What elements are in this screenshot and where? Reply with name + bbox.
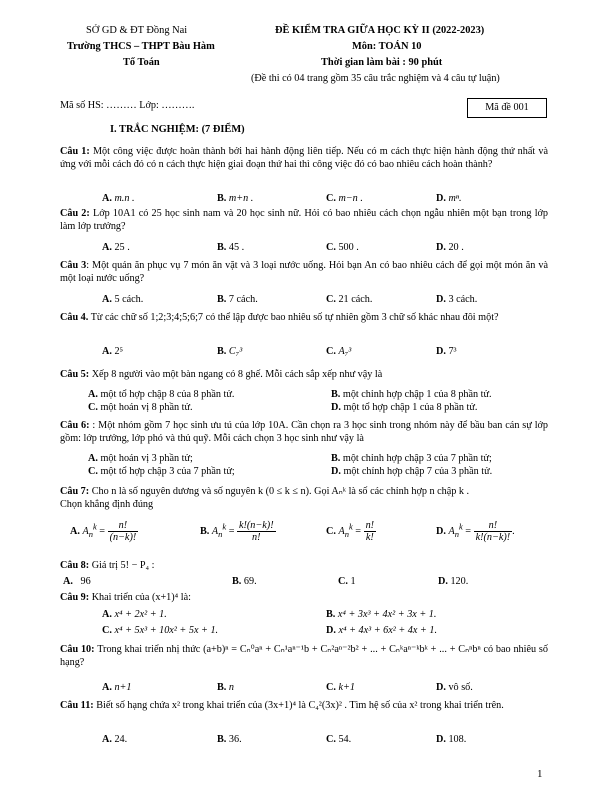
option-letter: A. <box>102 193 112 204</box>
options-7 <box>60 518 550 550</box>
school-name: Trường THCS – THPT Bàu Hàm <box>67 41 215 52</box>
question-label: Câu 10: <box>60 644 95 655</box>
options-5a <box>60 388 550 401</box>
group-name: Tổ Toán <box>123 57 160 68</box>
question-text: : Một nhóm gồm 7 học sinh ưu tú của lớp 10A. Cần chọn ra 3 học sinh trong nhóm này để bầu ban cán sự lớp gồm: lớp trưởng, lớp phó và thủ quỹ. Mỗi cách chọn 3 học sinh như vậy là <box>60 420 549 444</box>
question-text: Một công việc được hoàn thành bởi hai hành động liên tiếp. Nếu có m cách thực hiện hành động thứ nhất và ứng với mỗi cách đó có n cách thực hiện giai đoạn thứ hai thì công việc đó có bao nhiêu cách hoàn thành? <box>60 146 548 170</box>
option-a[interactable]: m.n . <box>114 193 135 204</box>
option-b[interactable]: 7 cách. <box>228 294 258 305</box>
option-c[interactable]: một hoán vị 8 phần tử. <box>100 402 193 413</box>
question-label: Câu 2: <box>60 208 90 219</box>
option-c[interactable]: 500 . <box>338 242 359 253</box>
option-letter: A. <box>102 682 112 693</box>
question-label: Câu 9: <box>60 592 90 603</box>
exam-note: (Đề thi có 04 trang gồm 35 câu trắc nghiệm và 4 câu tự luận) <box>251 73 500 84</box>
question-text-2: Chọn khẳng định đúng <box>60 498 154 510</box>
option-a[interactable]: 2⁵ <box>114 346 124 357</box>
question-label: Câu 8: <box>60 560 90 571</box>
option-letter: C. <box>102 625 112 636</box>
option-d[interactable]: 20 . <box>448 242 464 253</box>
option-letter: C. <box>326 682 336 693</box>
option-letter: C. <box>326 294 336 305</box>
question-8 <box>60 560 548 573</box>
question-6 <box>60 420 548 445</box>
option-a[interactable]: 24. <box>114 734 128 745</box>
options-6b <box>60 465 550 478</box>
exam-subject: Môn: TOÁN 10 <box>352 41 422 52</box>
options-9b <box>60 624 550 637</box>
option-letter: B. <box>217 682 227 693</box>
options-1 <box>60 192 550 205</box>
options-9a <box>60 608 550 621</box>
question-text: Cho n là số nguyên dương và số nguyên k (0 ≤ k ≤ n). Gọi Aₙᵏ là số các chỉnh hợp n chập k . <box>91 486 470 497</box>
option-d[interactable]: 7³ <box>448 346 457 357</box>
options-2 <box>60 241 550 254</box>
option-c[interactable]: 21 cách. <box>338 294 373 305</box>
options-4 <box>60 345 550 358</box>
option-b[interactable]: 36. <box>228 734 242 745</box>
question-text: Trong khai triển nhị thức (a+b)ⁿ = Cₙ⁰aⁿ + Cₙ¹aⁿ⁻¹b + Cₙ²aⁿ⁻²b² + ... + Cₙᵏaⁿ⁻ᵏbᵏ + ... + Cₙⁿbⁿ có bao nhiêu số hạng? <box>60 644 548 668</box>
option-letter: C. <box>326 346 336 357</box>
option-letter: C. <box>326 734 336 745</box>
question-1 <box>60 146 548 171</box>
option-letter: A. <box>102 294 112 305</box>
option-letter: C. <box>338 576 348 587</box>
option-d[interactable]: vô số. <box>448 682 473 693</box>
option-a[interactable]: n+1 <box>114 682 132 693</box>
option-a[interactable]: một hoán vị 3 phần tử; <box>100 453 193 464</box>
question-label: Câu 5: <box>60 369 90 380</box>
question-4 <box>60 312 548 325</box>
option-letter: D. <box>436 242 446 253</box>
question-text: : Một quán ăn phục vụ 7 món ăn vặt và 3 loại nước uống. Hỏi bạn An có bao nhiêu cách để gọi một món ăn và một loại nước uống? <box>60 260 548 284</box>
option-b[interactable]: 69. <box>243 576 257 587</box>
exam-code-box: Mã đề 001 <box>467 98 547 118</box>
option-letter: D. <box>436 193 446 204</box>
option-d[interactable]: một tổ hợp chập 1 của 8 phần tử. <box>343 402 478 413</box>
question-label: Câu 3 <box>60 260 87 271</box>
option-d[interactable]: 108. <box>448 734 467 745</box>
option-letter: B. <box>217 294 227 305</box>
question-label: Câu 11: <box>60 700 94 711</box>
option-b[interactable]: m+n . <box>228 193 254 204</box>
option-letter: A. <box>102 242 112 253</box>
question-3 <box>60 260 548 285</box>
option-letter: A. <box>88 389 98 400</box>
option-letter: A. <box>88 453 98 464</box>
option-d[interactable]: mⁿ. <box>448 193 462 204</box>
option-b[interactable]: x⁴ + 3x³ + 4x² + 3x + 1. <box>337 609 437 620</box>
options-3 <box>60 293 550 306</box>
option-letter: D. <box>436 682 446 693</box>
question-7 <box>60 486 548 511</box>
question-text: Giá trị 5! − P₄ : <box>91 560 155 571</box>
question-label: Câu 4. <box>60 312 89 323</box>
option-b[interactable]: B. $A_n^k$ = $\frac{k!(n-k)!}{n!}$ <box>200 520 274 543</box>
option-a[interactable]: 5 cách. <box>114 294 144 305</box>
option-c[interactable]: 1 <box>350 576 356 587</box>
option-letter: B. <box>217 242 227 253</box>
option-c[interactable]: một tổ hợp chập 3 của 7 phần tử; <box>100 466 235 477</box>
option-letter: D. <box>331 402 341 413</box>
option-letter: D. <box>331 466 341 477</box>
options-11 <box>60 733 550 746</box>
option-letter: D. <box>438 576 448 587</box>
option-c[interactable]: x⁴ + 5x³ + 10x² + 5x + 1. <box>114 625 219 636</box>
option-letter: B. <box>200 525 210 537</box>
question-10 <box>60 644 548 669</box>
option-c[interactable]: A₇³ <box>338 346 352 357</box>
option-letter: C. <box>326 242 336 253</box>
question-label: Câu 1: <box>60 146 90 157</box>
dept-name: SỞ GD & ĐT Đồng Nai <box>86 25 188 36</box>
option-c[interactable]: C. $A_n^k$ = $\frac{n!}{k!}$ <box>326 520 375 543</box>
option-letter: D. <box>326 625 336 636</box>
option-letter: C. <box>326 193 336 204</box>
option-letter: D. <box>436 294 446 305</box>
question-label: Câu 6: <box>60 420 90 431</box>
option-b[interactable]: 45 . <box>228 242 245 253</box>
option-letter: C. <box>88 466 98 477</box>
page-number: 1 <box>537 768 543 780</box>
option-letter: D. <box>436 346 446 357</box>
option-letter: B. <box>217 734 227 745</box>
options-6a <box>60 452 550 465</box>
student-line: Mã số HS: ……… Lớp: ………. <box>60 100 195 111</box>
question-label: Câu 7: <box>60 486 90 497</box>
question-2 <box>60 208 548 233</box>
options-10 <box>60 681 550 694</box>
option-b[interactable]: một chỉnh hợp chập 1 của 8 phần tử. <box>342 389 492 400</box>
option-letter: A. <box>70 525 80 537</box>
option-d[interactable]: D. $A_n^k$ = $\frac{n!}{k!(n-k)!}$ . <box>436 520 515 543</box>
question-text: Khai triển của (x+1)⁴ là: <box>91 592 191 603</box>
option-letter: A. <box>102 734 112 745</box>
question-text: Xếp 8 người vào một bàn ngang có 8 ghế. Mỗi cách sắp xếp như vậy là <box>91 369 383 380</box>
option-letter: D. <box>436 525 446 537</box>
question-5 <box>60 369 548 382</box>
exam-time: Thời gian làm bài : 90 phút <box>321 57 443 68</box>
option-d[interactable]: một chỉnh hợp chập 7 của 3 phần tử. <box>343 466 493 477</box>
option-a[interactable]: x⁴ + 2x² + 1. <box>114 609 167 620</box>
option-c[interactable]: m−n . <box>338 193 363 204</box>
question-text: Từ các chữ số 1;2;3;4;5;6;7 có thể lập được bao nhiêu số tự nhiên gồm 3 chữ số khác nhau đôi một? <box>90 312 499 323</box>
question-9 <box>60 592 548 605</box>
exam-title: ĐỀ KIỂM TRA GIỮA HỌC KỲ II (2022-2023) <box>275 25 485 36</box>
section-title: I. TRẮC NGHIỆM: (7 ĐIỂM) <box>110 124 245 135</box>
option-letter: A. <box>63 576 73 587</box>
option-c[interactable]: k+1 <box>338 682 355 693</box>
option-b[interactable]: n <box>228 682 234 693</box>
option-a[interactable]: A. $A_n^k$ = $\frac{n!}{(n-k)!}$ <box>70 520 137 543</box>
option-d[interactable]: 3 cách. <box>448 294 478 305</box>
question-11 <box>60 700 546 713</box>
options-8 <box>60 575 550 588</box>
option-letter: D. <box>436 734 446 745</box>
option-d[interactable]: 120. <box>450 576 469 587</box>
options-5b <box>60 401 550 414</box>
option-letter: A. <box>102 609 112 620</box>
option-b[interactable]: C₇³ <box>228 346 243 357</box>
option-letter: B. <box>331 389 341 400</box>
option-d[interactable]: x⁴ + 4x³ + 6x² + 4x + 1. <box>338 625 437 636</box>
question-text: Lớp 10A1 có 25 học sinh nam và 20 học sinh nữ. Hỏi có bao nhiêu cách chọn ngẫu nhiên một bạn trong lớp làm lớp trưởng? <box>60 208 549 232</box>
question-text: Biết số hạng chứa x² trong khai triển của (3x+1)⁴ là C₄²(3x)² . Tìm hệ số của x² trong khai triển trên. <box>96 700 504 711</box>
option-a[interactable]: 25 . <box>114 242 130 253</box>
option-letter: B. <box>232 576 242 587</box>
option-b[interactable]: một chỉnh hợp chập 3 của 7 phần tử; <box>342 453 492 464</box>
option-c[interactable]: 54. <box>338 734 352 745</box>
option-letter: A. <box>102 346 112 357</box>
option-letter: B. <box>217 346 227 357</box>
option-a[interactable]: một tổ hợp chập 8 của 8 phần tử. <box>100 389 235 400</box>
option-letter: C. <box>326 525 336 537</box>
option-letter: B. <box>326 609 336 620</box>
option-letter: C. <box>88 402 98 413</box>
option-letter: B. <box>217 193 227 204</box>
option-letter: B. <box>331 453 341 464</box>
option-a[interactable]: 96 <box>80 576 91 587</box>
